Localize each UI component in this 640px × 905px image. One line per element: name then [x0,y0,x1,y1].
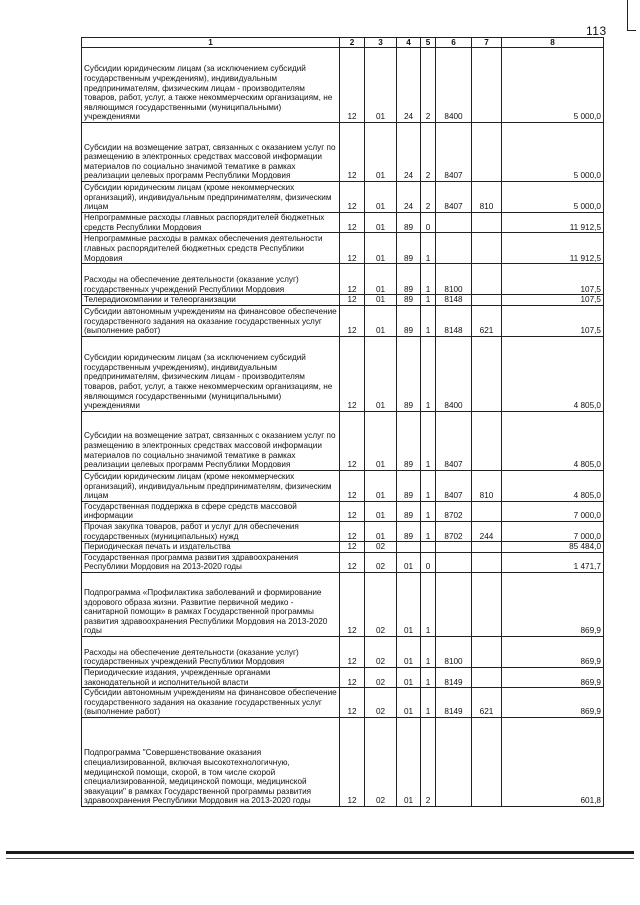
row-col-3: 01 [365,48,397,123]
row-col-6: 8148 [436,305,472,336]
table-header-row [82,38,604,48]
row-col-5: 0 [421,552,436,572]
row-col-7 [472,717,502,806]
row-col-5: 1 [421,264,436,295]
row-amount: 5 000,0 [502,48,604,123]
row-col-5 [421,542,436,553]
table-row [82,717,604,806]
row-col-3: 02 [365,636,397,667]
row-col-5: 1 [421,305,436,336]
row-col-6: 8149 [436,688,472,718]
row-amount: 1 471,7 [502,552,604,572]
row-col-2: 12 [340,470,365,501]
row-name: Субсидии автономным учреждениям на финансовое обеспечение государственного задания на оказание государственных услуг (выполнение работ) [82,305,340,336]
row-col-2: 12 [340,521,365,541]
table-row [82,552,604,572]
row-col-4: 01 [397,717,421,806]
row-col-5: 2 [421,717,436,806]
page-number: 113 [586,24,607,38]
row-name: Телерадиокомпании и телеорганизации [82,295,340,306]
row-col-2: 12 [340,233,365,264]
row-col-2: 12 [340,264,365,295]
row-col-7 [472,48,502,123]
table-row [82,233,604,264]
table-row [82,411,604,470]
table-row [82,688,604,718]
row-col-7: 244 [472,521,502,541]
row-amount: 7 000,0 [502,501,604,521]
row-col-4: 89 [397,501,421,521]
row-col-6: 8407 [436,182,472,213]
row-col-3: 02 [365,572,397,636]
row-col-6: 8702 [436,501,472,521]
table-row [82,667,604,687]
row-col-3: 01 [365,264,397,295]
row-col-5: 2 [421,182,436,213]
row-name: Субсидии юридическим лицам (за исключением субсидий государственным учреждениям), индивидуальным предпринимателям, физическим лицам - производителям товаров, работ, услуг, а также некоммерческим организациям, не являющимся государственными (муниципальными) учреждениями [82,336,340,411]
row-name: Расходы на обеспечение деятельности (оказание услуг) государственных учреждений Республики Мордовия [82,636,340,667]
row-amount: 4 805,0 [502,411,604,470]
row-name: Субсидии юридическим лицам (за исключением субсидий государственным учреждениям), индивидуальным предпринимателям, физическим лицам - производителям товаров, работ, услуг, а также некоммерческим организациям, не являющимся государственными (муниципальными) учреждениями [82,48,340,123]
row-col-4: 89 [397,521,421,541]
row-col-4: 89 [397,213,421,233]
row-name: Периодические издания, учрежденные органами законодательной и исполнительной власти [82,667,340,687]
row-col-6 [436,233,472,264]
row-col-2: 12 [340,688,365,718]
row-col-3: 01 [365,233,397,264]
row-col-2: 12 [340,48,365,123]
row-col-3: 02 [365,552,397,572]
row-col-2: 12 [340,411,365,470]
row-amount: 11 912,5 [502,213,604,233]
row-col-2: 12 [340,336,365,411]
row-col-5: 1 [421,295,436,306]
row-col-5: 1 [421,411,436,470]
row-name: Субсидии на возмещение затрат, связанных с оказанием услуг по размещению в электронных средствах массовой информации материалов по социально значимой тематике в рамках реализации целевых программ Республики Мордовия [82,411,340,470]
row-name: Государственная поддержка в сфере средств массовой информации [82,501,340,521]
row-col-3: 01 [365,305,397,336]
row-col-4: 01 [397,667,421,687]
row-name: Подпрограмма «Профилактика заболеваний и формирование здорового образа жизни. Развитие первичной медико - санитарной помощи» в рамках Государственной программы развития здравоохранения Республики Мордовия на 2013-2020 годы [82,572,340,636]
row-amount: 4 805,0 [502,470,604,501]
row-col-4: 24 [397,182,421,213]
row-amount: 4 805,0 [502,336,604,411]
row-col-4: 24 [397,123,421,182]
row-amount: 869,9 [502,688,604,718]
row-col-2: 12 [340,213,365,233]
row-name: Непрограммные расходы в рамках обеспечения деятельности главных распорядителей бюджетных средств Республики Мордовия [82,233,340,264]
row-col-5: 0 [421,213,436,233]
row-amount: 601,8 [502,717,604,806]
row-col-5: 2 [421,48,436,123]
row-col-6: 8400 [436,336,472,411]
row-amount: 5 000,0 [502,123,604,182]
row-col-5: 1 [421,233,436,264]
header-col-2: 2 [340,38,365,48]
row-col-4: 89 [397,295,421,306]
row-col-2: 12 [340,552,365,572]
row-col-6 [436,552,472,572]
row-col-7 [472,667,502,687]
row-col-4: 89 [397,411,421,470]
row-amount: 869,9 [502,572,604,636]
row-col-7: 621 [472,305,502,336]
row-col-7 [472,213,502,233]
budget-table [81,37,604,807]
row-col-5: 1 [421,636,436,667]
row-col-4: 89 [397,305,421,336]
row-amount: 7 000,0 [502,521,604,541]
row-name: Непрограммные расходы главных распорядителей бюджетных средств Республики Мордовия [82,213,340,233]
row-col-7 [472,552,502,572]
row-col-2: 12 [340,542,365,553]
table-row [82,501,604,521]
row-col-4 [397,542,421,553]
row-col-7: 621 [472,688,502,718]
footer-rule-thick [6,851,634,854]
header-col-1: 1 [82,38,340,48]
row-name: Прочая закупка товаров, работ и услуг для обеспечения государственных (муниципальных) нужд [82,521,340,541]
row-col-3: 01 [365,182,397,213]
table-row [82,572,604,636]
table-row [82,542,604,553]
row-col-2: 12 [340,295,365,306]
header-col-7: 7 [472,38,502,48]
row-col-5: 1 [421,501,436,521]
row-col-5: 1 [421,470,436,501]
row-col-3: 01 [365,501,397,521]
row-col-7 [472,411,502,470]
header-col-8: 8 [502,38,604,48]
row-col-7 [472,264,502,295]
row-col-7: 810 [472,470,502,501]
table-row [82,264,604,295]
table-row [82,305,604,336]
row-col-4: 01 [397,572,421,636]
row-col-4: 89 [397,336,421,411]
row-col-4: 89 [397,233,421,264]
row-col-7 [472,295,502,306]
row-amount: 107,5 [502,295,604,306]
row-col-3: 01 [365,123,397,182]
row-col-3: 01 [365,295,397,306]
table-row [82,521,604,541]
row-col-3: 01 [365,411,397,470]
row-col-6: 8407 [436,470,472,501]
row-col-5: 2 [421,123,436,182]
table-row [82,295,604,306]
row-col-7 [472,233,502,264]
row-name: Субсидии юридическим лицам (кроме некоммерческих организаций), индивидуальным предпринимателям, физическим лицам [82,182,340,213]
table-row [82,636,604,667]
row-col-4: 89 [397,264,421,295]
row-col-6: 8702 [436,521,472,541]
row-col-7 [472,572,502,636]
row-name: Государственная программа развития здравоохранения Республики Мордовия на 2013-2020 годы [82,552,340,572]
row-col-3: 01 [365,470,397,501]
row-col-4: 24 [397,48,421,123]
row-amount: 5 000,0 [502,182,604,213]
table-row [82,213,604,233]
header-col-4: 4 [397,38,421,48]
row-name: Подпрограмма "Совершенствование оказания специализированной, включая высокотехнологичную, медицинской помощи, скорой, в том числе скорой специализированной, медицинской помощи, медицинской эвакуации" в рамках Государственной программы развития здравоохранения Республики Мордовия на 2013-2020 годы [82,717,340,806]
row-amount: 107,5 [502,305,604,336]
header-col-6: 6 [436,38,472,48]
header-col-3: 3 [365,38,397,48]
row-col-2: 12 [340,123,365,182]
row-col-4: 01 [397,552,421,572]
table-row [82,182,604,213]
row-col-5: 1 [421,572,436,636]
row-col-6 [436,213,472,233]
row-col-6: 8407 [436,411,472,470]
row-name: Субсидии юридическим лицам (кроме некоммерческих организаций), индивидуальным предпринимателям, физическим лицам [82,470,340,501]
row-col-3: 02 [365,688,397,718]
row-col-3: 02 [365,717,397,806]
table-row [82,48,604,123]
row-col-6 [436,717,472,806]
row-col-7 [472,636,502,667]
row-col-3: 02 [365,542,397,553]
table-row [82,123,604,182]
row-col-2: 12 [340,667,365,687]
row-col-3: 01 [365,521,397,541]
row-amount: 11 912,5 [502,233,604,264]
row-col-2: 12 [340,572,365,636]
footer-rule-thin [6,858,634,859]
row-amount: 869,9 [502,667,604,687]
row-col-6: 8148 [436,295,472,306]
row-col-3: 02 [365,667,397,687]
row-name: Субсидии автономным учреждениям на финансовое обеспечение государственного задания на оказание государственных услуг (выполнение работ) [82,688,340,718]
row-col-2: 12 [340,501,365,521]
row-col-3: 01 [365,336,397,411]
row-amount: 85 484,0 [502,542,604,553]
header-col-5: 5 [421,38,436,48]
row-col-5: 1 [421,336,436,411]
row-col-6: 8100 [436,264,472,295]
row-col-6 [436,572,472,636]
row-col-7: 810 [472,182,502,213]
row-col-7 [472,123,502,182]
row-col-4: 01 [397,688,421,718]
row-col-6: 8407 [436,123,472,182]
row-col-3: 01 [365,213,397,233]
row-col-6: 8149 [436,667,472,687]
row-col-6: 8100 [436,636,472,667]
row-col-2: 12 [340,636,365,667]
row-col-2: 12 [340,305,365,336]
row-col-2: 12 [340,182,365,213]
row-col-6: 8400 [436,48,472,123]
row-col-4: 89 [397,470,421,501]
row-name: Расходы на обеспечение деятельности (оказание услуг) государственных учреждений Республики Мордовия [82,264,340,295]
row-col-5: 1 [421,688,436,718]
table-row [82,470,604,501]
row-name: Субсидии на возмещение затрат, связанных с оказанием услуг по размещению в электронных средствах массовой информации материалов по социально значимой тематике в рамках реализации целевых программ Республики Мордовия [82,123,340,182]
row-amount: 869,9 [502,636,604,667]
row-col-5: 1 [421,667,436,687]
row-col-7 [472,336,502,411]
row-col-4: 01 [397,636,421,667]
table-row [82,336,604,411]
row-amount: 107,5 [502,264,604,295]
row-col-6 [436,542,472,553]
row-col-5: 1 [421,521,436,541]
row-col-2: 12 [340,717,365,806]
row-col-7 [472,501,502,521]
row-name: Периодическая печать и издательства [82,542,340,553]
row-col-7 [472,542,502,553]
page-edge-mark [627,0,636,31]
